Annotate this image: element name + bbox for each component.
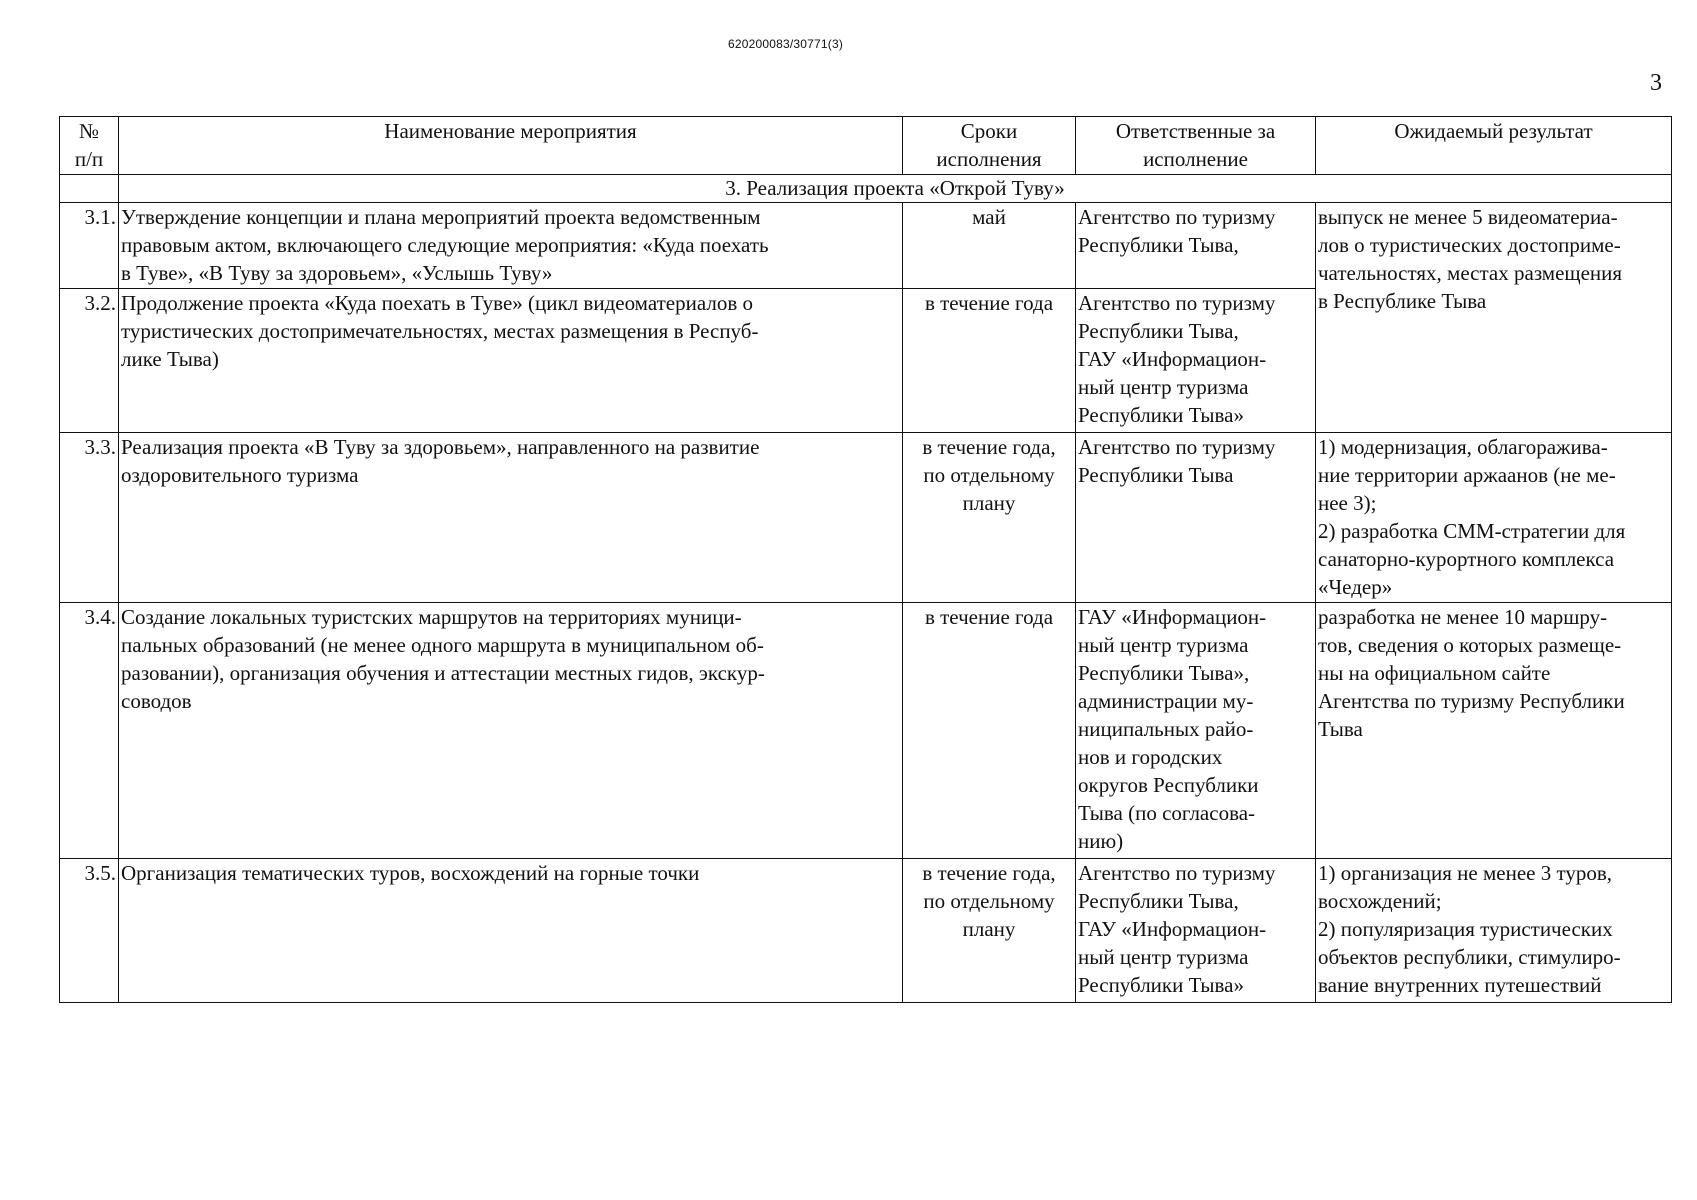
section-title: 3. Реализация проекта «Открой Туву» [119,175,1672,203]
row-responsible: ГАУ «Информацион- ный центр туризма Республики Тыва», администрации му- ниципальных райо- нов и городских округов Республики Тыва (по согласова- нию) [1076,603,1316,859]
row-result: разработка не менее 10 маршру- тов, сведения о которых размеще- ны на официальном сайте Агентства по туризму Республики Тыва [1316,603,1672,859]
row-responsible: Агентство по туризму Республики Тыва [1076,433,1316,603]
header-responsible: Ответственные за исполнение [1076,117,1316,175]
header-result: Ожидаемый результат [1316,117,1672,175]
activities-table [59,116,1672,1003]
row-result: 1) организация не менее 3 туров, восхождений; 2) популяризация туристических объектов республики, стимулиро- вание внутренних путешествий [1316,859,1672,1003]
row-number: 3.4. [60,603,119,859]
row-activity: Реализация проекта «В Туву за здоровьем», направленного на развитие оздоровительного туризма [119,433,903,603]
row-responsible: Агентство по туризму Республики Тыва, ГАУ «Информацион- ный центр туризма Республики Тыва» [1076,859,1316,1003]
table-row [60,859,1672,1003]
row-activity: Утверждение концепции и плана мероприятий проекта ведомственным правовым актом, включающего следующие мероприятия: «Куда поехать в Туве», «В Туву за здоровьем», «Услышь Туву» [119,203,903,289]
table-row [60,433,1672,603]
row-term: май [903,203,1076,289]
row-responsible: Агентство по туризму Республики Тыва, [1076,203,1316,289]
row-activity: Продолжение проекта «Куда поехать в Туве» (цикл видеоматериалов о туристических достопримечательностях, местах размещения в Респуб- лике Тыва) [119,289,903,433]
row-result: выпуск не менее 5 видеоматериа- лов о туристических достоприме- чательностях, местах размещения в Республике Тыва [1316,203,1672,433]
page-number: 3 [1650,70,1662,96]
table-row [60,603,1672,859]
row-result: 1) модернизация, облагоражива- ние территории аржаанов (не ме- нее 3); 2) разработка СММ-стратегии для санаторно-курортного комплекса «Чедер» [1316,433,1672,603]
document-id: 620200083/30771(3) [728,37,844,51]
section-num-cell [60,175,119,203]
header-num: № п/п [60,117,119,175]
row-term: в течение года, по отдельному плану [903,859,1076,1003]
row-number: 3.2. [60,289,119,433]
row-responsible: Агентство по туризму Республики Тыва, ГАУ «Информацион- ный центр туризма Республики Тыва» [1076,289,1316,433]
header-term: Сроки исполнения [903,117,1076,175]
row-term: в течение года, по отдельному плану [903,433,1076,603]
row-term: в течение года [903,289,1076,433]
row-activity: Организация тематических туров, восхождений на горные точки [119,859,903,1003]
row-number: 3.3. [60,433,119,603]
table-row [60,203,1672,289]
row-activity: Создание локальных туристских маршрутов на территориях муници- пальных образований (не менее одного маршрута в муниципальном об- разовании), организация обучения и аттестации местных гидов, экскур- соводов [119,603,903,859]
row-term: в течение года [903,603,1076,859]
header-name: Наименование мероприятия [119,117,903,175]
header-row [60,117,1672,175]
row-number: 3.5. [60,859,119,1003]
row-number: 3.1. [60,203,119,289]
section-row [60,175,1672,203]
